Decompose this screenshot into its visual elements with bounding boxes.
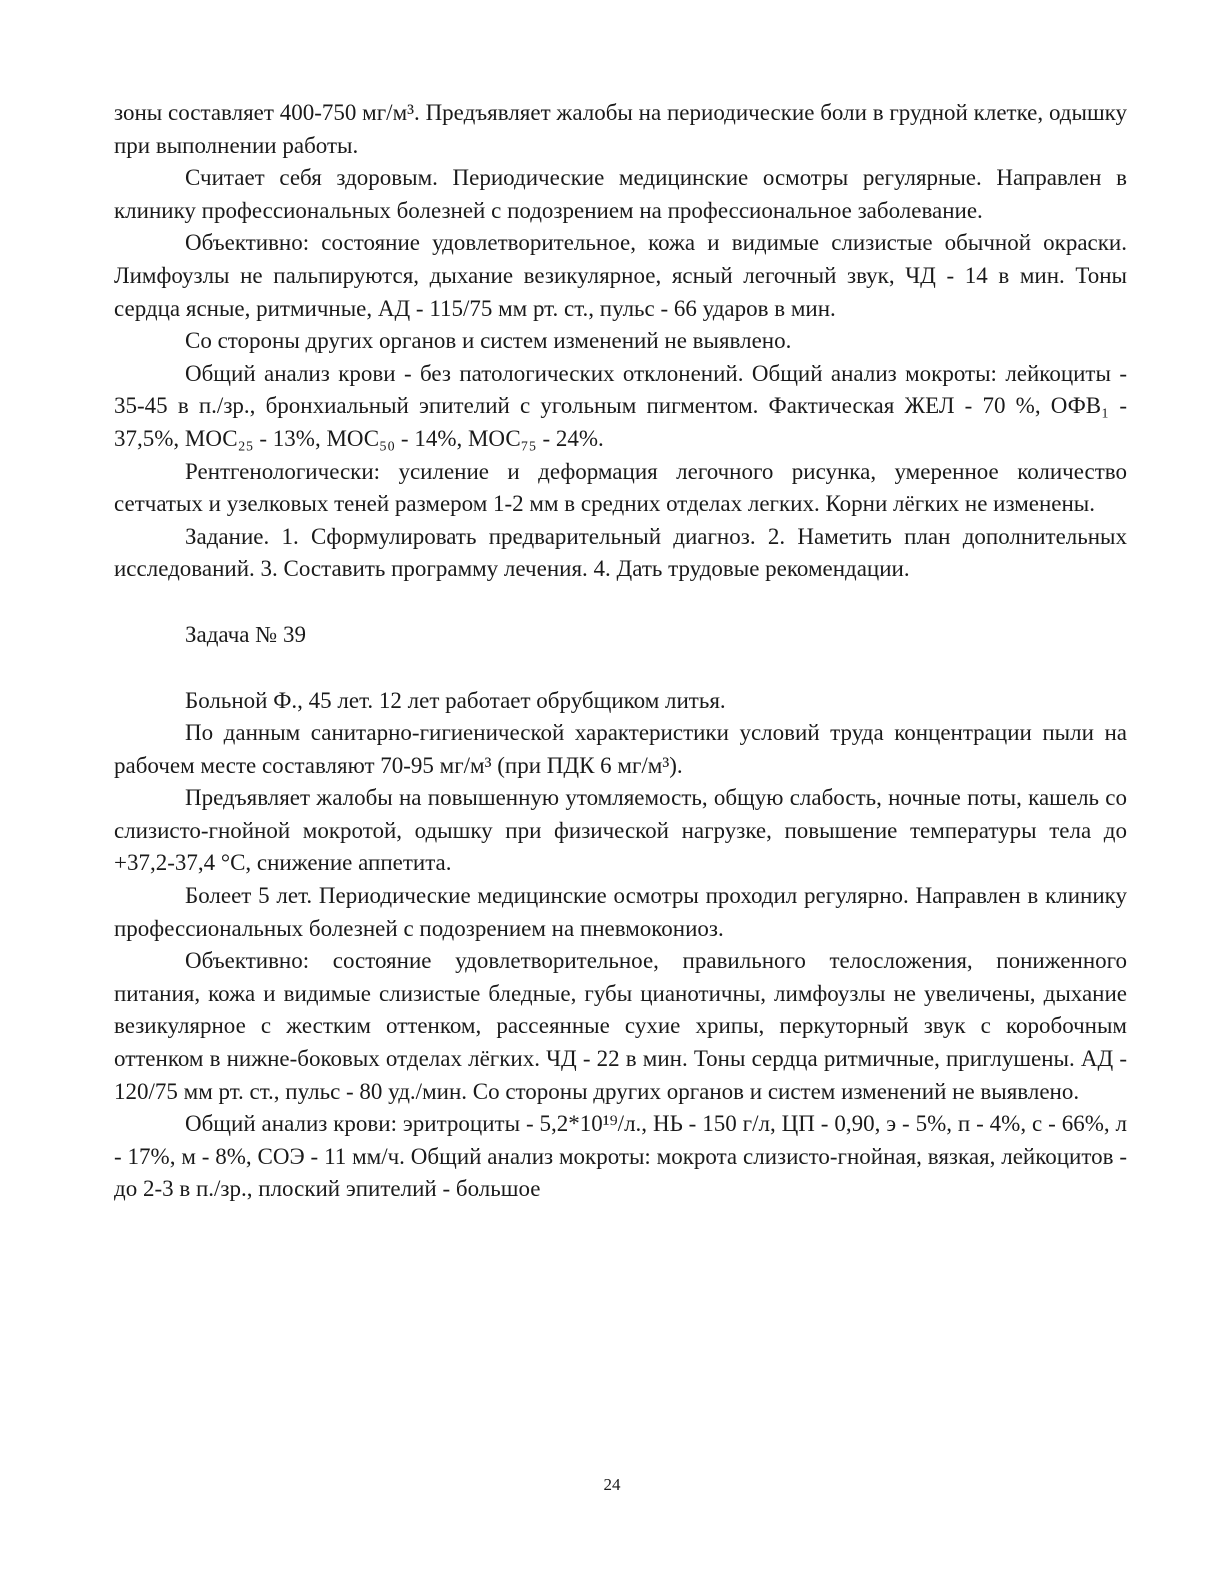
document-page bbox=[114, 97, 1127, 1206]
task-paragraph-patient: Больной Ф., 45 лет. 12 лет работает обрубщиком литья. bbox=[185, 687, 726, 713]
paragraph-assignment: Задание. 1. Сформулировать предварительный диагноз. 2. Наметить план дополнительных исследований. 3. Составить программу лечения. 4. Дать трудовые рекомендации. bbox=[114, 523, 1127, 582]
paragraph-continuation: зоны составляет 400-750 мг/м³. Предъявляет жалобы на периодические боли в грудной клетке, одышку при выполнении работы. bbox=[114, 100, 1127, 158]
paragraph-other-organs: Со стороны других органов и систем изменений не выявлено. bbox=[185, 328, 792, 354]
task-paragraph-history: Болеет 5 лет. Периодические медицинские осмотры проходил регулярно. Направлен в клинику профессиональных болезней с подозрением на пневмокониоз. bbox=[114, 883, 1127, 941]
page-number: 24 bbox=[603, 1475, 621, 1494]
paragraph-objective-exam: Объективно: состояние удовлетворительное, кожа и видимые слизистые обычной окраски. Лимфоузлы не пальпируются, дыхание везикулярное, ясный легочный звук, ЧД - 14 в мин. Тоны сердца ясные, ритмичные, АД - 115/75 мм рт. ст., пульс - 66 ударов в мин. bbox=[114, 230, 1127, 321]
task-heading: Задача № 39 bbox=[185, 621, 306, 647]
task-paragraph-complaints: Предъявляет жалобы на повышенную утомляемость, общую слабость, ночные поты, кашель со слизисто-гнойной мокротой, одышку при физической нагрузке, повышение температуры тела до +37,2-37,4 °С, снижение аппетита. bbox=[114, 785, 1127, 876]
paragraph-self-assessment: Считает себя здоровым. Периодические медицинские осмотры регулярные. Направлен в клинику профессиональных болезней с подозрением на профессиональное заболевание. bbox=[114, 165, 1127, 223]
task-paragraph-hygiene: По данным санитарно-гигиенической характеристики условий труда концентрации пыли на рабочем месте составляют 70-95 мг/м³ (при ПДК 6 мг/м³). bbox=[114, 720, 1127, 778]
paragraph-lab-results: Общий анализ крови - без патологических отклонений. Общий анализ мокроты: лейкоциты - 35-45 в п./зр., бронхиальный эпителий с угольным пигментом. Фактическая ЖЕЛ - 70 %, ОФВ₁ - 37,5%, МОС₂₅ - 13%, МОС₅₀ - 14%, МОС₇₅ - 24%. bbox=[114, 360, 1127, 451]
paragraph-radiology: Рентгенологически: усиление и деформация легочного рисунка, умеренное количество сетчатых и узелковых теней размером 1-2 мм в средних отделах легких. Корни лёгких не изменены. bbox=[114, 458, 1127, 517]
task-paragraph-objective: Объективно: состояние удовлетворительное, правильного телосложения, пониженного питания, кожа и видимые слизистые бледные, губы цианотичны, лимфоузлы не увеличены, дыхание везикулярное с жестким оттенком, рассеянные сухие хрипы, перкуторный звук с коробочным оттенком в нижне-боковых отделах лёгких. ЧД - 22 в мин. Тоны сердца ритмичные, приглушены. АД - 120/75 мм рт. ст., пульс - 80 уд./мин. Со стороны других органов и систем изменений не выявлено. bbox=[114, 948, 1127, 1104]
task-paragraph-blood-test: Общий анализ крови: эритроциты - 5,2*10¹⁹/л., НЬ - 150 г/л, ЦП - 0,90, э - 5%, п - 4%, с - 66%, л - 17%, м - 8%, СОЭ - 11 мм/ч. Общий анализ мокроты: мокрота слизисто-гнойная, вязкая, лейкоцитов - до 2-3 в п./зр., плоский эпителий - большое bbox=[114, 1111, 1127, 1202]
